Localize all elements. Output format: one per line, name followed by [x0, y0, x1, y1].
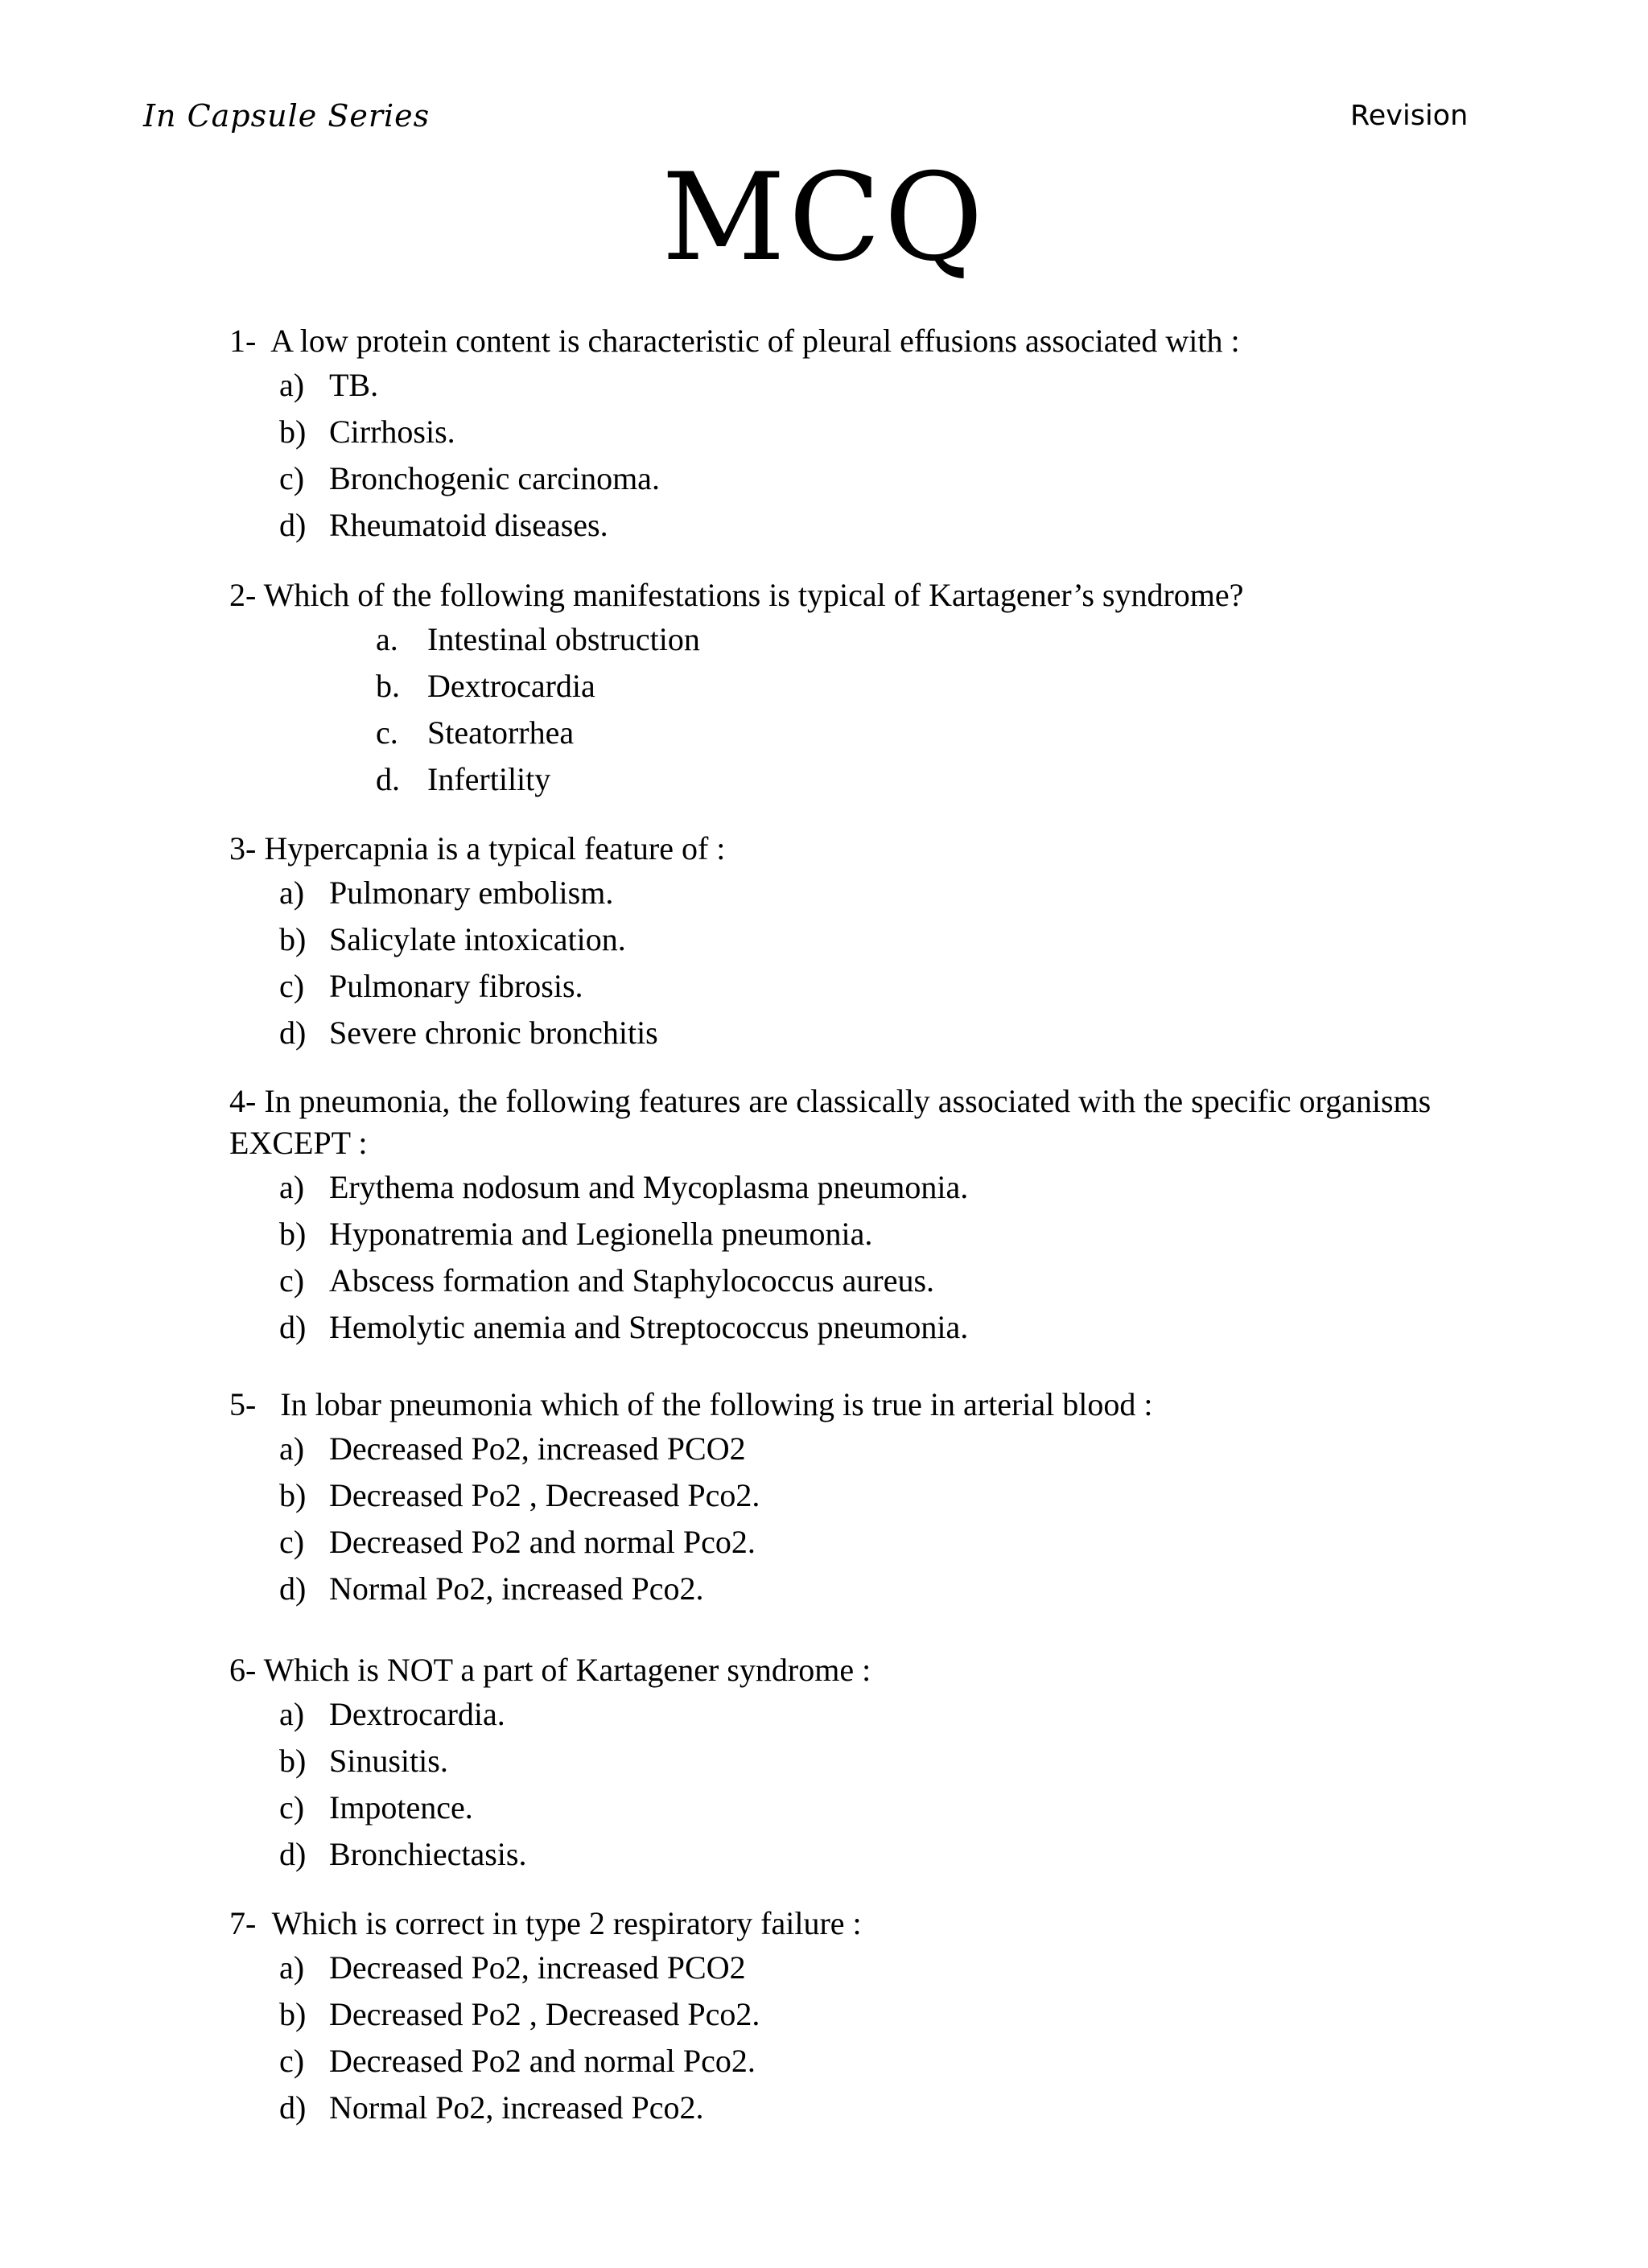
question-number: 4- [229, 1083, 257, 1119]
question-number: 5- [229, 1386, 257, 1422]
option-b: b) Hyponatremia and Legionella pneumonia. [279, 1216, 873, 1252]
option-list [229, 1691, 1485, 1878]
question-number: 2- [229, 577, 257, 613]
option-d: d) Hemolytic anemia and Streptococcus pneumonia. [279, 1309, 969, 1345]
question-text: 4- In pneumonia, the following features are classically associated with the specific organisms EXCEPT : [229, 1083, 1432, 1161]
option-d: d) Normal Po2, increased Pco2. [279, 2089, 704, 2126]
series-name: In Capsule Series [143, 98, 431, 134]
option-d: d) Rheumatoid diseases. [279, 507, 608, 543]
option-a: a) Decreased Po2, increased PCO2 [279, 1430, 746, 1467]
option-list [229, 1945, 1485, 2131]
option-c: c) Decreased Po2 and normal Pco2. [279, 2043, 756, 2079]
option-a: a) TB. [279, 367, 379, 403]
option-a: a) Dextrocardia. [279, 1696, 505, 1732]
question-5 [229, 1384, 1485, 1612]
question-text: 3- Hypercapnia is a typical feature of : [229, 830, 726, 866]
section-label: Revision [1350, 100, 1469, 132]
page-title: MCQ [661, 148, 987, 288]
option-d: d) Bronchiectasis. [279, 1836, 527, 1872]
option-b: b) Sinusitis. [279, 1743, 448, 1779]
question-2 [229, 574, 1485, 803]
option-b: b) Cirrhosis. [279, 414, 455, 450]
option-a: a) Decreased Po2, increased PCO2 [279, 1949, 746, 1986]
question-text: 2- Which of the following manifestations is typical of Kartagener’s syndrome? [229, 577, 1244, 613]
question-text: 6- Which is NOT a part of Kartagener syndrome : [229, 1652, 871, 1688]
question-number: 6- [229, 1652, 257, 1688]
option-a: a) Pulmonary embolism. [279, 875, 614, 911]
option-list [229, 1164, 1485, 1351]
question-3 [229, 828, 1485, 1056]
option-d: d. Infertility [376, 761, 551, 797]
option-list [229, 616, 1485, 803]
option-a: a) Erythema nodosum and Mycoplasma pneumonia. [279, 1169, 969, 1205]
option-c: c) Impotence. [279, 1789, 473, 1826]
question-number: 3- [229, 830, 257, 866]
option-list [229, 870, 1485, 1056]
option-d: d) Severe chronic bronchitis [279, 1015, 658, 1051]
question-text: 5- In lobar pneumonia which of the following is true in arterial blood : [229, 1386, 1153, 1422]
option-b: b) Decreased Po2 , Decreased Pco2. [279, 1996, 760, 2032]
option-c: c) Pulmonary fibrosis. [279, 968, 583, 1004]
question-6 [229, 1649, 1485, 1878]
option-c: c) Bronchogenic carcinoma. [279, 460, 660, 496]
question-text: 7- Which is correct in type 2 respiratory failure : [229, 1905, 862, 1941]
question-1 [229, 320, 1485, 549]
option-c: c. Steatorrhea [376, 714, 575, 751]
option-list [229, 1426, 1485, 1612]
question-4 [229, 1080, 1485, 1351]
option-a: a. Intestinal obstruction [376, 621, 700, 657]
option-d: d) Normal Po2, increased Pco2. [279, 1570, 704, 1607]
option-c: c) Abscess formation and Staphylococcus aureus. [279, 1262, 935, 1299]
option-b: b. Dextrocardia [376, 668, 595, 704]
option-b: b) Decreased Po2 , Decreased Pco2. [279, 1477, 760, 1513]
question-7 [229, 1903, 1485, 2131]
option-c: c) Decreased Po2 and normal Pco2. [279, 1524, 756, 1560]
option-b: b) Salicylate intoxication. [279, 921, 626, 957]
question-number: 1- [229, 323, 257, 359]
question-text: 1- A low protein content is characteristic of pleural effusions associated with : [229, 323, 1240, 359]
question-number: 7- [229, 1905, 257, 1941]
option-list [229, 362, 1485, 549]
